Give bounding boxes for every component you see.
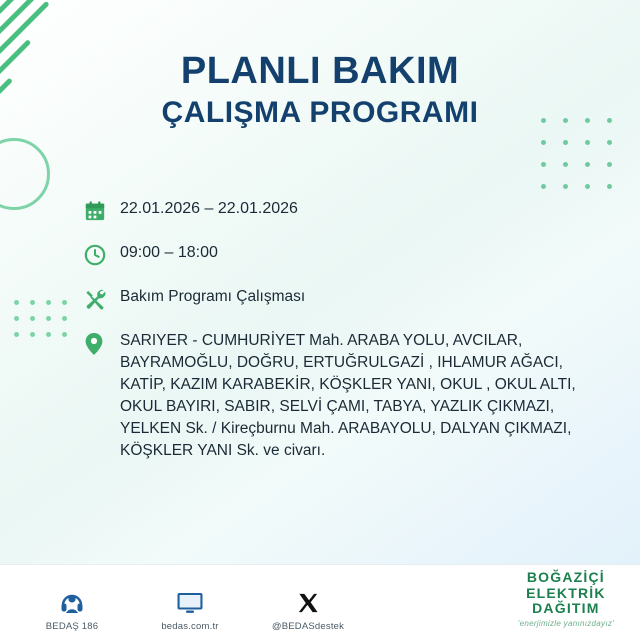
clock-icon <box>84 242 120 266</box>
info-list <box>84 198 604 482</box>
date-range-text: 22.01.2026 – 22.01.2026 <box>120 200 298 217</box>
brand-logo <box>518 570 614 628</box>
brand-line-1: BOĞAZİÇİ <box>526 568 605 585</box>
info-row-work-type <box>84 286 604 310</box>
decorative-circle <box>0 138 50 210</box>
footer-label-website: bedas.com.tr <box>161 621 219 632</box>
brand-slogan: 'enerjimizle yanınızdayız' <box>517 619 614 628</box>
info-row-time <box>84 242 604 266</box>
calendar-icon <box>84 198 120 222</box>
footer-label-x-account: @BEDASdestek <box>271 621 345 632</box>
footer-item-call-center[interactable] <box>26 588 118 632</box>
brand-line-2: ELEKTRİK <box>526 584 606 601</box>
tools-icon <box>84 286 120 310</box>
title-line-1: PLANLI BAKIM <box>180 50 460 92</box>
map-pin-icon <box>84 330 120 356</box>
info-row-date <box>84 198 604 222</box>
footer-item-website[interactable] <box>144 588 236 632</box>
location-text: SARIYER - CUMHURİYET Mah. ARABA YOLU, AVCILAR, BAYRAMOĞLU, DOĞRU, ERTUĞRULGAZİ , IHLAMUR AĞACI, KATİP, KAZIM KARABEKİR, KÖŞKLER YANI, OKUL , OKUL ALTI, OKUL BAYIRI, SABIR, SELVİ ÇAMI, TABYA, YAZLIK ÇIKMAZI, YELKEN Sk. / Kireçburnu Mah. ARABAYOLU, DALYAN ÇIKMAZI, KÖŞKLER YANI Sk. ve civarı. <box>120 332 576 459</box>
work-type-text: Bakım Programı Çalışması <box>120 288 306 305</box>
brand-line-3: DAĞITIM <box>532 600 600 617</box>
headset-icon <box>26 588 118 618</box>
decorative-dots-left <box>14 300 67 337</box>
footer-label-call-center: BEDAŞ 186 <box>45 621 99 632</box>
monitor-icon <box>144 588 236 618</box>
page-title <box>0 52 640 130</box>
x-logo-icon <box>262 588 354 618</box>
footer-item-x-account[interactable] <box>262 588 354 632</box>
footer-contact-items <box>26 588 354 632</box>
footer <box>0 564 640 640</box>
title-line-2: ÇALIŞMA PROGRAMI <box>161 95 479 129</box>
info-row-location <box>84 330 604 462</box>
time-range-text: 09:00 – 18:00 <box>120 244 218 261</box>
